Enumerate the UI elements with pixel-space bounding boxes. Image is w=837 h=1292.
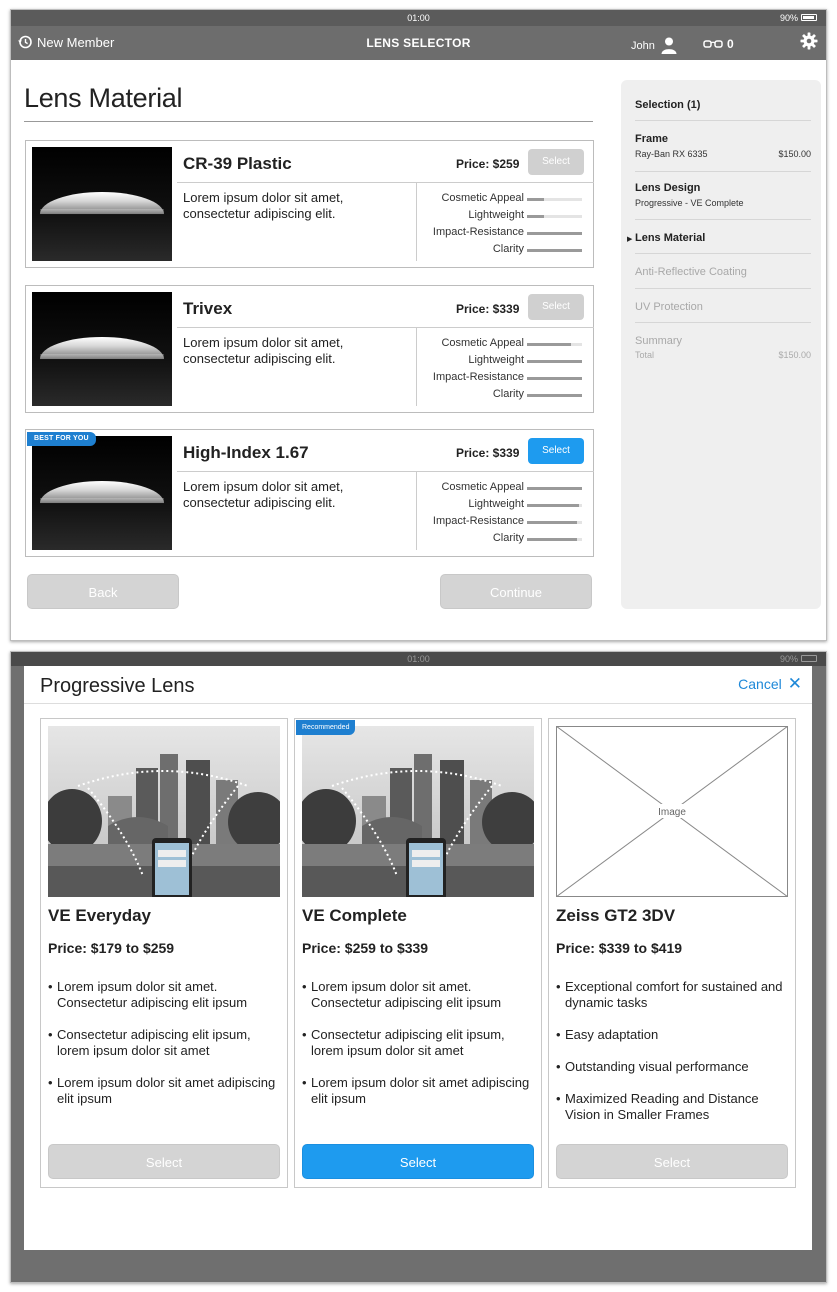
attribute-row [422, 353, 590, 370]
app-title: LENS SELECTOR [366, 36, 471, 50]
attribute-bar [527, 538, 582, 541]
attribute-label: Impact-Resistance [432, 226, 524, 238]
attribute-label: Impact-Resistance [432, 371, 524, 383]
option-price: Price: $339 to $419 [556, 940, 683, 956]
lens-image [32, 436, 172, 550]
continue-button[interactable]: Continue [440, 574, 592, 609]
attribute-label: Cosmetic Appeal [441, 337, 524, 349]
card-divider [416, 182, 417, 261]
selection-sidebar [621, 80, 821, 609]
attribute-bar [527, 360, 582, 363]
sidebar-divider [635, 219, 811, 220]
selection-heading [635, 99, 811, 111]
sidebar-divider [635, 288, 811, 289]
card-divider [177, 182, 594, 183]
card-divider [177, 471, 594, 472]
attribute-row [422, 242, 590, 259]
attribute-row [422, 208, 590, 225]
modal-divider [24, 703, 812, 704]
lens-description: Lorem ipsum dolor sit amet, consectetur adipiscing elit. [183, 190, 344, 221]
attribute-label: Lightweight [468, 498, 524, 510]
sidebar-divider [635, 253, 811, 254]
sidebar-item-label: Lens Material [635, 232, 706, 244]
attribute-row [422, 480, 590, 497]
best-for-you-badge: BEST FOR YOU [27, 432, 96, 446]
lens-card-high-index [25, 429, 594, 557]
city-photo [302, 726, 534, 897]
feature-list [48, 979, 282, 1123]
card-divider [177, 327, 594, 328]
glasses-icon [703, 39, 723, 49]
sidebar-item-label: UV Protection [635, 301, 703, 313]
attribute-label: Impact-Resistance [432, 515, 524, 527]
gear-icon[interactable] [800, 32, 818, 55]
option-price: Price: $179 to $259 [48, 940, 175, 956]
sidebar-divider [635, 322, 811, 323]
lens-card-trivex [25, 285, 594, 413]
list-item: • Lorem ipsum dolor sit amet. Consectetur adipiscing elit ipsum [48, 979, 282, 1011]
attribute-label: Cosmetic Appeal [441, 481, 524, 493]
glasses-cart[interactable] [703, 37, 734, 51]
nav-bar [11, 26, 826, 60]
option-price: Price: $259 to $339 [302, 940, 429, 956]
title-divider [24, 121, 593, 122]
lens-description: Lorem ipsum dolor sit amet, consectetur adipiscing elit. [183, 335, 344, 366]
list-item: • Exceptional comfort for sustained and dynamic tasks [556, 979, 790, 1011]
select-button[interactable]: Select [556, 1144, 788, 1179]
user-menu[interactable] [631, 37, 677, 54]
attribute-label: Cosmetic Appeal [441, 192, 524, 204]
list-item: • Outstanding visual performance [556, 1059, 790, 1075]
option-card-ve-everyday [40, 718, 288, 1188]
attribute-row [422, 225, 590, 242]
attribute-row [422, 370, 590, 387]
sidebar-item-label: Summary [635, 335, 683, 347]
sidebar-item-lens-design[interactable] [635, 182, 811, 208]
card-divider [416, 327, 417, 406]
list-item: • Lorem ipsum dolor sit amet. Consectetur adipiscing elit ipsum [302, 979, 536, 1011]
attribute-label: Clarity [492, 243, 524, 255]
attribute-bar [527, 521, 582, 524]
attribute-bar [527, 504, 582, 507]
lens-card-cr39 [25, 140, 594, 268]
option-card-ve-complete [294, 718, 542, 1188]
frame-name: Ray-Ban RX 6335 [635, 149, 708, 159]
attribute-label: Lightweight [468, 354, 524, 366]
lens-price: Price: $339 [456, 302, 520, 316]
sidebar-item-uv-protection[interactable] [635, 301, 811, 313]
attribute-row [422, 514, 590, 531]
sidebar-item-label: Frame [635, 133, 669, 145]
card-divider [416, 471, 417, 550]
attribute-row [422, 191, 590, 208]
sidebar-item-label: Lens Design [635, 182, 701, 194]
list-item: • Lorem ipsum dolor sit amet adipiscing elit ipsum [302, 1075, 536, 1107]
battery-icon [801, 655, 817, 662]
lens-image [32, 147, 172, 261]
sidebar-item-anti-reflective[interactable] [635, 266, 811, 278]
status-bar [11, 10, 826, 26]
feature-list [556, 979, 790, 1139]
battery-icon [801, 14, 817, 21]
current-step-caret-icon: ▶ [627, 236, 633, 243]
sidebar-item-frame[interactable] [635, 133, 811, 159]
attribute-bar [527, 377, 582, 380]
cancel-button[interactable] [738, 676, 802, 692]
summary-total-label: Total [635, 350, 655, 360]
progressive-lens-screen [10, 651, 827, 1283]
select-button[interactable]: Select [528, 294, 584, 320]
option-name: VE Complete [302, 906, 407, 925]
select-button[interactable]: Select [528, 149, 584, 175]
progressive-lens-modal [24, 666, 812, 1250]
page-title: Lens Material [24, 83, 183, 113]
option-card-zeiss-gt2 [548, 718, 796, 1188]
lens-name: Trivex [183, 299, 233, 318]
lens-price: Price: $259 [456, 157, 520, 171]
option-name: VE Everyday [48, 906, 152, 925]
attribute-bar [527, 198, 582, 201]
lens-attributes [422, 480, 590, 548]
city-photo [48, 726, 280, 897]
list-item: • Consectetur adipiscing elit ipsum, lorem ipsum dolor sit amet [48, 1027, 282, 1059]
attribute-label: Clarity [492, 532, 524, 544]
summary-total: $150.00 [778, 350, 811, 360]
lens-image [32, 292, 172, 406]
close-icon: ✕ [787, 674, 802, 693]
attribute-label: Clarity [492, 388, 524, 400]
sidebar-divider [635, 171, 811, 172]
attribute-bar [527, 232, 582, 235]
battery-percent: 90% [779, 654, 798, 664]
lens-attributes [422, 336, 590, 404]
attribute-bar [527, 249, 582, 252]
new-member-label: New Member [37, 34, 115, 50]
attribute-row [422, 497, 590, 514]
lens-attributes [422, 191, 590, 259]
attribute-bar [527, 343, 582, 346]
list-item: • Consectetur adipiscing elit ipsum, lorem ipsum dolor sit amet [302, 1027, 536, 1059]
attribute-row [422, 336, 590, 353]
user-icon [661, 37, 677, 54]
attribute-row [422, 387, 590, 404]
sidebar-divider [635, 120, 811, 121]
cancel-label: Cancel [738, 676, 782, 692]
sidebar-item-label: Anti-Reflective Coating [635, 266, 747, 278]
selection-heading-label: Selection (1) [635, 99, 701, 111]
battery-percent: 90% [779, 13, 798, 23]
lens-name: CR-39 Plastic [183, 154, 292, 173]
image-placeholder [556, 726, 788, 897]
select-button[interactable]: Select [528, 438, 584, 464]
option-name: Zeiss GT2 3DV [556, 906, 676, 925]
sidebar-item-lens-material[interactable] [635, 232, 811, 244]
feature-list [302, 979, 536, 1123]
status-time: 01:00 [407, 13, 430, 23]
modal-title: Progressive Lens [40, 675, 195, 697]
status-time: 01:00 [407, 654, 430, 664]
attribute-row [422, 531, 590, 548]
attribute-bar [527, 215, 582, 218]
placeholder-label: Image [658, 807, 686, 818]
lens-name: High-Index 1.67 [183, 443, 309, 462]
recommended-badge: Recommended [296, 720, 355, 735]
lens-price: Price: $339 [456, 446, 520, 460]
glasses-count: 0 [727, 37, 734, 51]
sidebar-item-summary[interactable] [635, 335, 811, 360]
list-item: • Easy adaptation [556, 1027, 790, 1043]
list-item: • Maximized Reading and Distance Vision in Smaller Frames [556, 1091, 790, 1123]
lens-description: Lorem ipsum dolor sit amet, consectetur adipiscing elit. [183, 479, 344, 510]
select-button[interactable]: Select [48, 1144, 280, 1179]
lens-material-screen [10, 9, 827, 641]
back-button[interactable]: Back [27, 574, 179, 609]
attribute-bar [527, 487, 582, 490]
status-bar [11, 652, 826, 666]
lens-design-value: Progressive - VE Complete [635, 198, 744, 208]
select-button[interactable]: Select [302, 1144, 534, 1179]
user-name: John [631, 39, 655, 52]
list-item: • Lorem ipsum dolor sit amet adipiscing elit ipsum [48, 1075, 282, 1107]
frame-price: $150.00 [778, 149, 811, 159]
attribute-label: Lightweight [468, 209, 524, 221]
attribute-bar [527, 394, 582, 397]
